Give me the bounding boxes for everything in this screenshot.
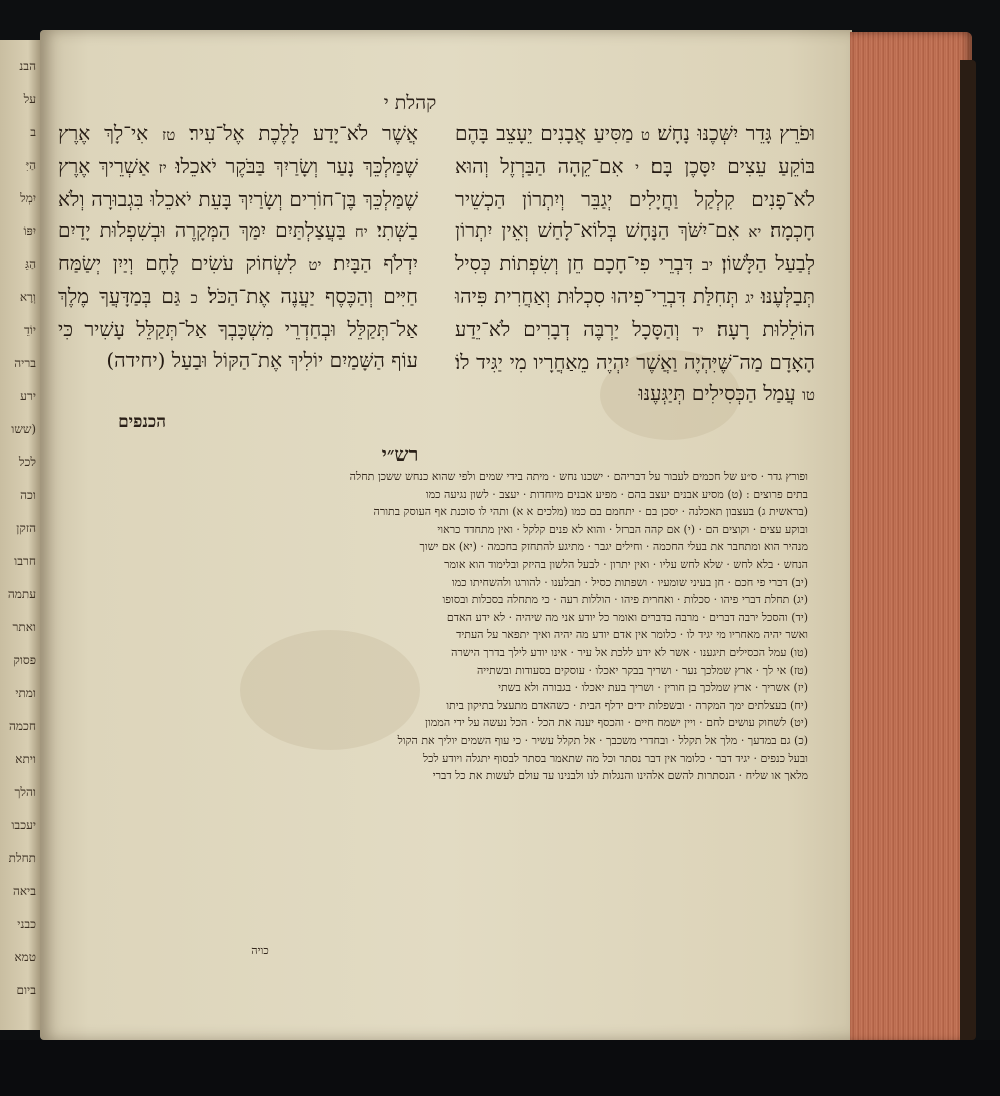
verse-number: טו: [802, 386, 815, 404]
left-page-fragment: יִמְל: [20, 191, 36, 205]
left-page-fragment: וְרָא: [19, 290, 36, 304]
verse-text: גַּם בְּמַדָּעֲךָ מֶלֶךְ אַל־תְּקַלֵּל וּבְחַדְרֵי מִשְׁכָּבְךָ אַל־תְּקַלֵּל עָשִׁיר כִּי עוֹף הַשָּׁמַיִם יוֹלִיךְ אֶת־הַקּוֹל וּבַעַל (יחידה): [58, 284, 418, 372]
left-page-fragment: והלך: [14, 785, 36, 799]
rashi-line: (טז) אי לך · ארץ שמלכך נער · ושריך בבקר יאכלו · עוסקים בסעודות ובשתייה: [476, 663, 808, 677]
verse-text: אִי־לָךְ אֶרֶץ שֶׁמַּלְכֵּךְ נָעַר וְשָׂרַיִךְ בַּבֹּקֶר יֹאכֵלוּ׃: [58, 121, 418, 178]
verse-text: בַּעֲצַלְתַּיִם יִמַּךְ הַמְּקָרֶה וּבְשִׁפְלוּת יָדַיִם יִדְלֹף הַבָּיִת׃: [58, 218, 418, 275]
verse-number: יז: [158, 159, 167, 177]
verse-text: תְּחִלַּת דִּבְרֵי־פִיהוּ סִכְלוּת וְאַחֲרִית פִּיהוּ הוֹלֵלוּת רָעָה׃: [455, 284, 816, 341]
rashi-line: (יג) תחלת דברי פיהו · סכלות · ואחרית פיהו · הוללות רעה · כי מתחלה בסכלות ובסופו: [442, 593, 808, 607]
left-page-fragment: ביום: [16, 983, 36, 997]
verse-number: כ: [190, 289, 198, 307]
left-page-fragment: הַיִּ: [25, 158, 36, 172]
rashi-line: ובוקע עצים · וקוצים הם · (י) אם קהה הברזל · והוא לא פנים קלקל · ואין מתחדד כראוי: [437, 522, 808, 536]
verse-text: מַסִּיעַ אֲבָנִים יֵעָצֵב בָּהֶם בּוֹקֵעַ עֵצִים יִסָּכֶן בָּם׃: [455, 121, 816, 178]
catchword: הכנפים: [118, 412, 166, 432]
verse-text: לִשְׂחוֹק עֹשִׂים לֶחֶם וְיַיִן יְשַׂמַּח חַיִּים וְהַכֶּסֶף יַעֲנֶה אֶת־הַכֹּל׃: [58, 251, 419, 308]
rashi-line: (כ) גם במדעך · מלך אל תקלל · ובחדרי משכבך · אל תקלל עשיר · כי עוף השמים יוליך את הקול: [397, 733, 808, 747]
verse-text: וְהַסָּכָל יַרְבֶּה דְבָרִים לֹא־יֵדַע הָאָדָם מַה־שֶּׁיִּהְיֶה וַאֲשֶׁר יִהְיֶה מֵאַחֲרָיו מִי יַגִּיד לוֹ׃: [455, 317, 815, 374]
left-page-fragment: בריה: [14, 356, 36, 370]
left-page-fragment: הַגֵּ: [25, 257, 36, 271]
left-page-fragment: (ששו: [11, 422, 36, 436]
rashi-line: (יח) בעצלתים ימך המקרה · ובשפלות ידים ידלף הבית · כשהאדם מתעצל בתיקון ביתו: [446, 698, 808, 712]
verse-number: יא: [748, 223, 762, 241]
verse-text: אַשְׁרֵיךְ אֶרֶץ שֶׁמַּלְכֵּךְ בֶּן־חוֹרִים וְשָׂרַיִךְ בָּעֵת יֹאכֵלוּ בִּגְבוּרָה וְלֹא בַשְּׁתִי׃: [58, 154, 419, 242]
verse-number: יד: [692, 322, 704, 340]
verse-number: יח: [354, 223, 368, 241]
verse-number: טז: [162, 126, 176, 144]
rashi-line: בתים פרוצים : (ט) מסיע אבנים יעצב בהם · מפיע אבנים מיוחדות · יעצב · לשון נגיעה כמו: [425, 487, 808, 501]
verse-text: אֲשֶׁר לֹא־יָדַע לָלֶכֶת אֶל־עִיר׃: [189, 121, 418, 145]
rashi-line: (בראשית ג) בעצבון תאכלנה · יסכן בם · יתחמם בם כמו (מלכים א א) ותהי לו סוכנת אף העוסק בתורה: [373, 505, 808, 519]
verse-number: יב: [701, 256, 713, 274]
verse-column-right: [455, 118, 815, 408]
verse-number: יג: [745, 289, 755, 307]
rashi-commentary: [58, 468, 808, 968]
left-page-fragment: חרבו: [14, 554, 36, 568]
rashi-line: מנהיר הוא ומתחבר את בעלי החכמה · וחילים יגבר · מתיגע להתחזק בחכמה · (יא) אם ישוך: [419, 540, 808, 554]
rashi-line: ואשר יהיה מאחריו מי יגיד לו · כלומר אין אדם יודע מה יהיה ואיך יתפאר על העתיד: [456, 628, 808, 642]
left-page-fragment: ואתר: [12, 620, 36, 634]
left-page-fragment: פסוק: [13, 653, 36, 667]
left-page-fragment: יִפּוֹ: [23, 224, 36, 238]
rashi-line: הנחש · בלא לחש · שלא לחש עליו · ואין יתרון · לבעל הלשון בהיזק ובלימוד הוא אומר: [444, 557, 808, 571]
rashi-line: ופורץ גדר · ס״ע של חכמים לעבור על דבריהם · ישכנו נחש · מיתה בידי שמים ולפי שהוא כנחש ששכן תחלה: [349, 470, 808, 483]
left-page-fragment: ב: [30, 125, 36, 139]
verse-text: וּפֹרֵץ גָּדֵר יִשְּׁכֶנּוּ נָחָשׁ׃: [657, 121, 816, 145]
rashi-line: (יד) והסכל ירבה דברים · מרבה בדברים ואומר כל יודע אני מה שיהיה · לא ידע האדם: [446, 610, 808, 624]
left-page-fragment: ומתי: [15, 686, 36, 700]
rashi-heading: רש״י: [381, 442, 419, 466]
verse-text: דִּבְרֵי פִי־חָכָם חֵן וְשִׂפְתוֹת כְּסִיל תְּבַלְּעֶנּוּ׃: [455, 251, 815, 308]
verse-text: עֲמַל הַכְּסִילִים תְּיַגְּעֶנּוּ: [638, 381, 796, 405]
rashi-line: ובעל כנפים · יגיד דבר · כלומר אין דבר נסתר וכל מה שתאמר בסתר לבסוף יתגלה ויודע לכל: [422, 751, 808, 765]
verse-column-left: [58, 118, 418, 408]
book-cover-spine: [960, 60, 976, 1040]
left-page-fragment: טמא: [14, 950, 36, 964]
left-page-fragment: וכה: [20, 488, 36, 502]
left-page-fragment: יעכבו: [11, 818, 36, 832]
left-page-fragment: חכמה: [9, 719, 36, 733]
left-page-fragment: ביאה: [12, 884, 36, 898]
left-page-fragment: עתמה: [7, 587, 36, 601]
verse-number: יט: [308, 256, 322, 274]
verse-text: אִם־קֵהָה הַבַּרְזֶל וְהוּא לֹא־פָנִים קִלְקַל וַחֲיָלִים יְגַבֵּר וְיִתְרוֹן הַכְשֵׁיר חָכְמָה׃: [455, 154, 816, 242]
page-block-red-edge: [850, 32, 972, 1042]
left-page-fragment: הבנ: [19, 59, 36, 73]
left-page-fragment: על: [23, 92, 36, 106]
rashi-end-word: כויה: [251, 944, 269, 957]
left-page-fragment: ירע: [20, 389, 36, 403]
verse-number: ט: [640, 126, 650, 144]
left-page-fragment: תחלת: [8, 851, 36, 865]
rashi-line: (טו) עמל הכסילים תיגענו · אשר לא ידע ללכת אל עיר · אינו יודע לילך בדרך הישרה: [451, 645, 808, 659]
rashi-line: (יב) דברי פי חכם · חן בעיני שומעיו · ושפתות כסיל · תבלענו · להורגו ולהשחיתו כמו: [451, 575, 808, 589]
left-page-fragment: ויתא: [15, 752, 36, 766]
verse-number: י: [635, 159, 640, 177]
dark-background: [0, 1040, 1000, 1096]
left-page-edge: [0, 40, 42, 1030]
left-page-fragment: יוֹדֵ: [24, 323, 36, 337]
left-page-fragment: הזקן: [16, 521, 36, 535]
running-head: קהלת י: [383, 92, 437, 114]
rashi-line: (יט) לשחוק עושים לחם · ויין ישמח חיים · והכסף יענה את הכל · הכל נעשה על ידי הממון: [425, 716, 808, 730]
rashi-line: (יז) אשריך · ארץ שמלכך בן חורין · ושריך בעת יאכלו · בגבורה ולא בשתי: [498, 681, 808, 695]
left-page-fragment: כבני: [17, 917, 36, 931]
left-page-fragment: לכל: [18, 455, 36, 469]
verse-text: אִם־יִשֹּׁךְ הַנָּחָשׁ בְּלוֹא־לָחַשׁ וְאֵין יִתְרוֹן לְבַעַל הַלָּשׁוֹן׃: [455, 218, 816, 275]
rashi-line: מלאך או שליח · הנסתרות להשם אלהינו והנגלות לנו ולבנינו עד עולם לעשות את כל דברי: [432, 769, 808, 783]
